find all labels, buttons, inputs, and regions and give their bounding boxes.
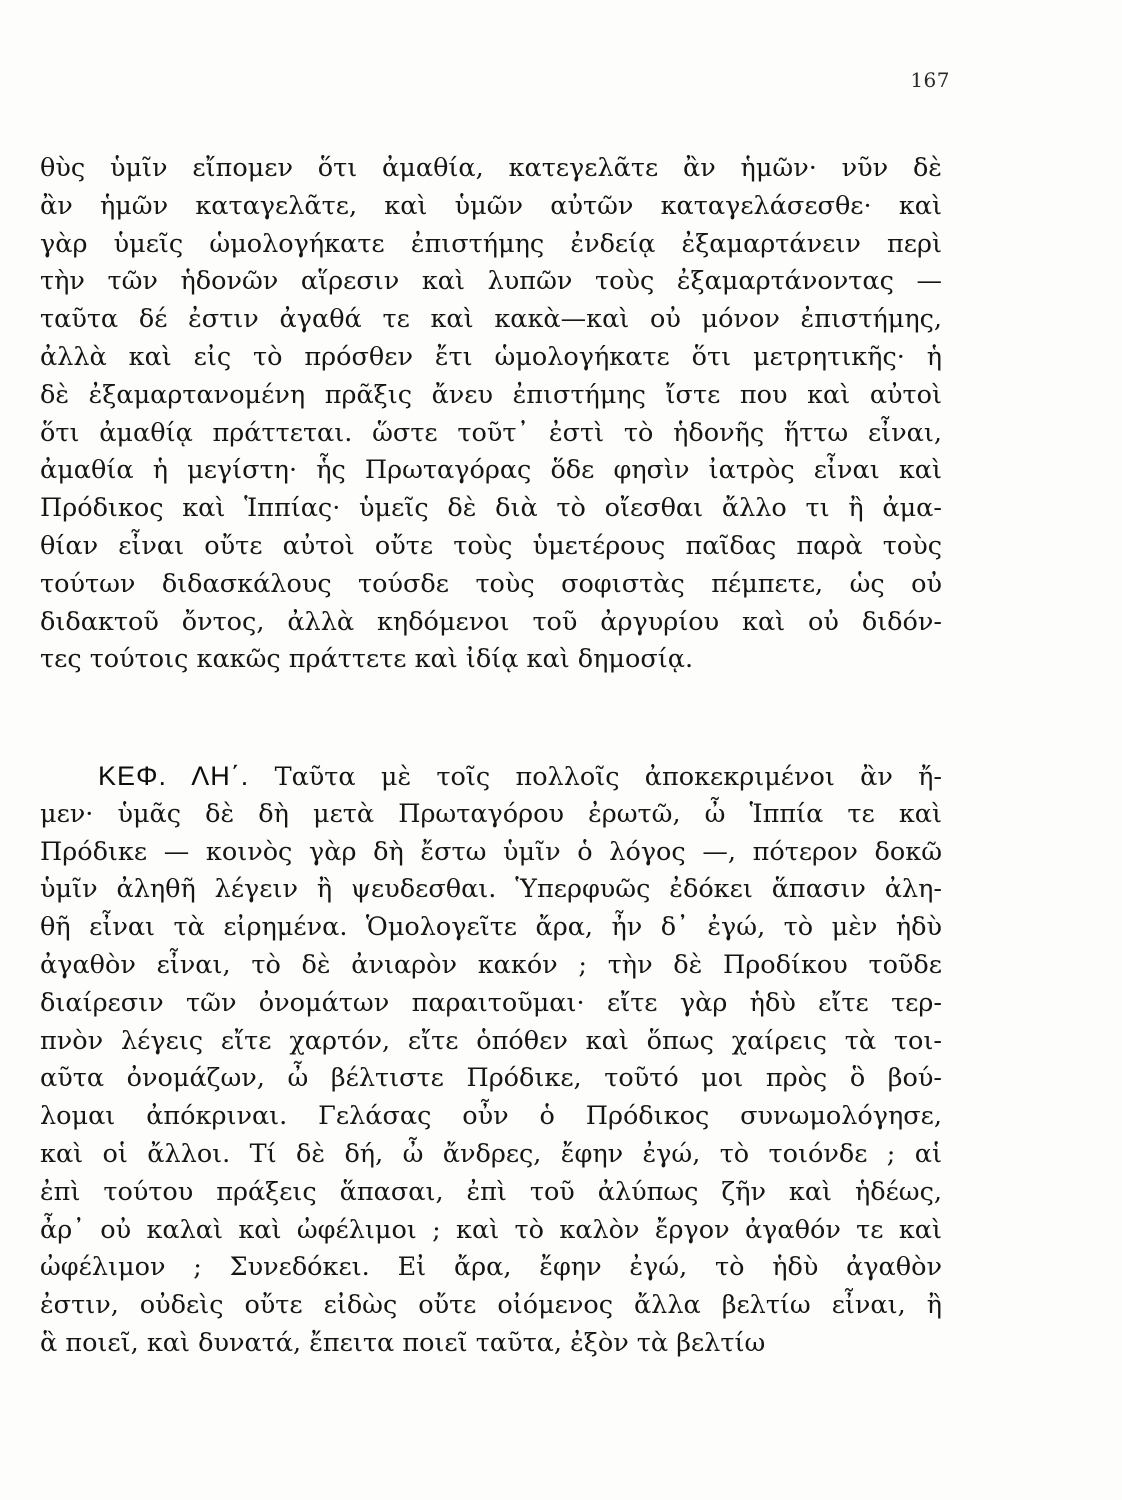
text-line: θῆ εἶναι τὰ εἰρημένα. Ὁμολογεῖτε ἄρα, ἦν δ᾽ ἐγώ, τὸ μὲν ἡδὺ [40, 912, 942, 943]
text-line: ἀμαθία ἡ μεγίστη· ἧς Πρωταγόρας ὅδε φησὶν ἰατρὸς εἶναι καὶ [40, 455, 942, 486]
chapter-heading: ΚΕΦ. ΛΗ΄. [98, 761, 250, 791]
text-line: μεν· ὑμᾶς δὲ δὴ μετὰ Πρωταγόρου ἐρωτῶ, ὦ Ἱππία τε καὶ [40, 798, 942, 829]
chapter-first-line-text: Ταῦτα μὲ τοῖς πολλοῖς ἀποκεκριμένοι ἂν ἤ- [274, 762, 942, 792]
text-line: αῦτα ὀνομάζων, ὦ βέλτιστε Πρόδικε, τοῦτό μοι πρὸς ὃ βού- [40, 1063, 942, 1094]
text-line: ἀγαθὸν εἶναι, τὸ δὲ ἀνιαρὸν κακόν ; τὴν δὲ Προδίκου τοῦδε [40, 949, 942, 980]
text-line: γὰρ ὑμεῖς ὡμολογήκατε ἐπιστήμης ἐνδείᾳ ἐξαμαρτάνειν περὶ [40, 228, 942, 259]
text-line: ὠφέλιμον ; Συνεδόκει. Εἰ ἄρα, ἔφην ἐγώ, τὸ ἡδὺ ἀγαθὸν [40, 1252, 942, 1283]
text-line: λομαι ἀπόκριναι. Γελάσας οὖν ὁ Πρόδικος συνωμολόγησε, [40, 1101, 942, 1132]
text-line: τες τούτοις κακῶς πράττετε καὶ ἰδίᾳ καὶ δημοσίᾳ. [40, 644, 694, 675]
text-line: Πρόδικος καὶ Ἱππίας· ὑμεῖς δὲ διὰ τὸ οἴεσθαι ἄλλο τι ἢ ἀμα- [40, 493, 942, 524]
chapter-first-line [40, 758, 942, 796]
text-line: ὑμῖν ἀληθῆ λέγειν ἢ ψευδεσθαι. Ὑπερφυῶς ἐδόκει ἅπασιν ἀλη- [40, 874, 942, 905]
text-line: ἆρ᾽ οὐ καλαὶ καὶ ὠφέλιμοι ; καὶ τὸ καλὸν ἔργον ἀγαθόν τε καὶ [40, 1214, 942, 1245]
text-line: Πρόδικε — κοινὸς γὰρ δὴ ἔστω ὑμῖν ὁ λόγος —, πότερον δοκῶ [40, 836, 942, 867]
text-line: θίαν εἶναι οὔτε αὐτοὶ οὔτε τοὺς ὑμετέρους παῖδας παρὰ τοὺς [40, 530, 942, 561]
text-line: ἃ ποιεῖ, καὶ δυνατά, ἔπειτα ποιεῖ ταῦτα, ἐξὸν τὰ βελτίω [40, 1327, 766, 1358]
text-line: τούτων διδασκάλους τούσδε τοὺς σοφιστὰς πέμπετε, ὡς οὐ [40, 568, 942, 599]
page-number: 167 [910, 68, 950, 92]
text-line: ἐπὶ τούτου πράξεις ἅπασαι, ἐπὶ τοῦ ἀλύπως ζῆν καὶ ἡδέως, [40, 1176, 942, 1207]
text-line: καὶ οἱ ἄλλοι. Τί δὲ δή, ὦ ἄνδρες, ἔφην ἐγώ, τὸ τοιόνδε ; αἱ [40, 1138, 942, 1169]
text-line: ἀλλὰ καὶ εἰς τὸ πρόσθεν ἔτι ὡμολογήκατε ὅτι μετρητικῆς· ἡ [40, 341, 942, 372]
text-line: δὲ ἐξαμαρτανομένη πρᾶξις ἄνευ ἐπιστήμης ἴστε που καὶ αὐτοὶ [40, 379, 942, 410]
text-line: τὴν τῶν ἡδονῶν αἵρεσιν καὶ λυπῶν τοὺς ἐξαμαρτάνοντας — [40, 266, 942, 297]
text-line: ὅτι ἀμαθίᾳ πράττεται. ὥστε τοῦτ᾽ ἐστὶ τὸ ἡδονῆς ἥττω εἶναι, [40, 417, 942, 448]
text-line: θὺς ὑμῖν εἴπομεν ὅτι ἀμαθία, κατεγελᾶτε ἂν ἡμῶν· νῦν δὲ [40, 153, 942, 183]
text-line: ἐστιν, οὐδεὶς οὔτε εἰδὼς οὔτε οἰόμενος ἄλλα βελτίω εἶναι, ἢ [40, 1290, 942, 1321]
text-line: διαίρεσιν τῶν ὀνομάτων παραιτοῦμαι· εἴτε γὰρ ἡδὺ εἴτε τερ- [40, 987, 942, 1018]
text-line: ταῦτα δέ ἐστιν ἀγαθά τε καὶ κακὰ—καὶ οὐ μόνον ἐπιστήμης, [40, 304, 942, 335]
chapter-section [40, 758, 942, 1363]
text-line: πνὸν λέγεις εἴτε χαρτόν, εἴτε ὁπόθεν καὶ ὅπως χαίρεις τὰ τοι- [40, 1025, 942, 1056]
text-line: διδακτοῦ ὄντος, ἀλλὰ κηδόμενοι τοῦ ἀργυρίου καὶ οὐ διδόν- [40, 606, 942, 637]
paragraph-1 [40, 150, 942, 679]
text-line: ἂν ἡμῶν καταγελᾶτε, καὶ ὑμῶν αὐτῶν καταγελάσεσθε· καὶ [40, 190, 942, 221]
